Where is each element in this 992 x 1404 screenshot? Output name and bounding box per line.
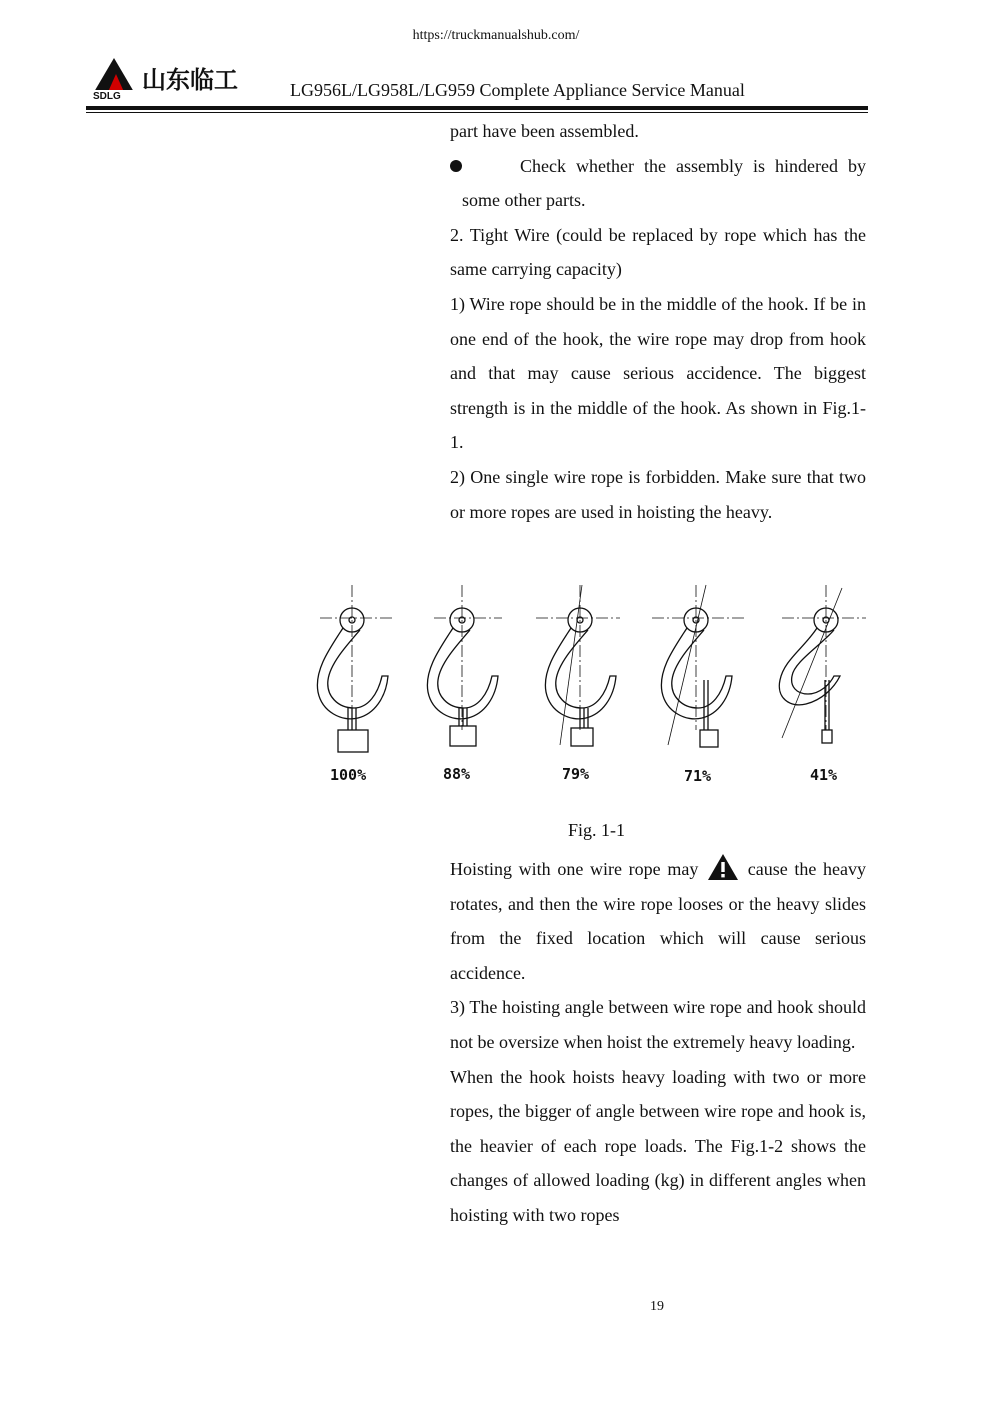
hook-label: 41% [810,766,838,784]
paragraph: 1) Wire rope should be in the middle of the hook. If be in one end of the hook, the wire rope may drop from hook and that may cause serious accidence. The biggest strength is in the middle of the hook. As shown in Fig.1-1. [450,293,866,453]
hook-88 [427,585,502,746]
paragraph: When the hook hoists heavy loading with two or more ropes, the bigger of angle between wire rope and hook is, the heavier of each rope loads. The Fig.1-2 shows the changes of allowed loading (kg) in different angles when hoisting with two ropes [450,1066,866,1225]
bullet-item [450,149,866,218]
paragraph: 2) One single wire rope is forbidden. Make sure that two or more ropes are used in hoisting the heavy. [450,466,866,522]
warning-text-before: Hoisting with one wire rope may [450,859,699,879]
logo-cn: 山东临工 [142,66,238,94]
hook-41 [779,585,866,743]
paragraph-warning [450,852,866,990]
hook-100 [317,585,392,752]
logo-abbr: SDLG [93,91,121,100]
figure-caption: Fig. 1-1 [568,820,626,840]
paragraph: 3) The hoisting angle between wire rope and hook should not be oversize when hoist the extremely heavy loading. [450,997,866,1052]
warning-triangle-icon [707,853,739,881]
page-number: 19 [650,1299,664,1314]
header-rule [86,106,868,110]
hook-label: 88% [443,765,471,783]
body-text-bottom [450,852,866,1233]
paragraph: 2. Tight Wire (could be replaced by rope which has the same carrying capacity) [450,224,866,280]
sdlg-logo [90,54,265,100]
hook-label: 71% [684,767,712,785]
bullet-text: Check whether the assembly is hindered by some other parts. [462,155,866,211]
paragraph: part have been assembled. [450,121,639,141]
hook-label: 100% [330,766,367,784]
hook-figure [310,580,880,795]
warning-text-after: cause the heavy rotates, and then the wire rope looses or the heavy slides from the fixed location which will cause serious accidence. [450,859,867,983]
hook-79 [536,585,620,746]
hook-label: 79% [562,765,590,783]
hook-71 [652,585,746,747]
source-url: https://truckmanualshub.com/ [412,28,580,43]
manual-title: LG956L/LG958L/LG959 Complete Appliance Service Manual [290,80,745,100]
header-rule-thin [86,112,868,113]
body-text-top [450,114,866,529]
